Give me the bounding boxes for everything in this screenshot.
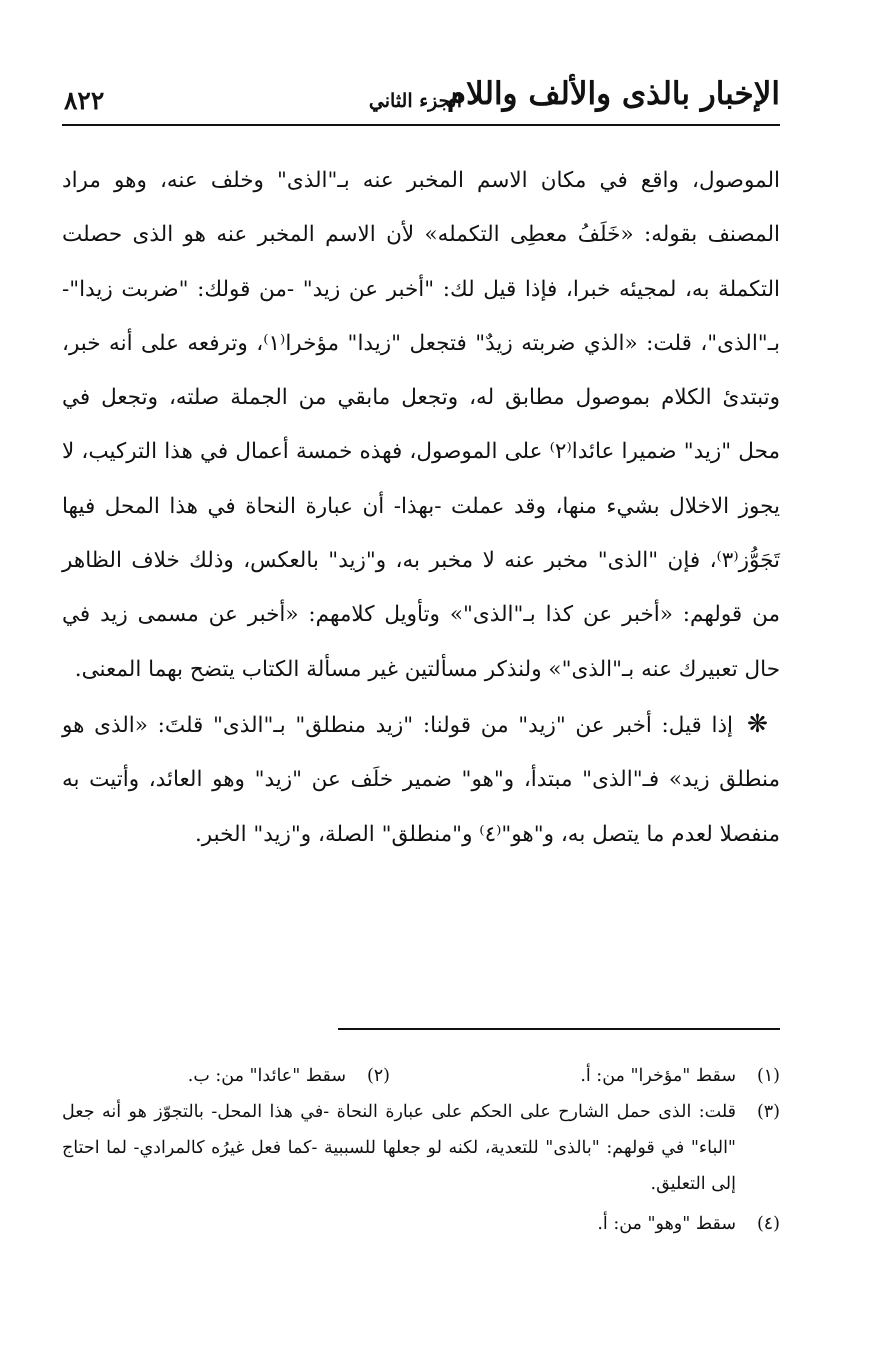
footnote-number: (٤) [756,1214,780,1234]
footnotes [62,1058,780,1242]
footnote-text: سقط "مؤخرا" من: أ. [580,1066,736,1086]
footnote-1 [390,1058,780,1094]
paragraph-2 [62,697,780,862]
paragraph-1: الموصول، واقع في مكان الاسم المخبر عنه بـ"الذى" وخلف عنه، وهو مراد المصنف بقوله: «خَلَفُ معطِى التكمله» لأن الاسم المخبر عنه هو الذى حصلت التكملة به، لمجيئه خبرا، فإذا قيل لك: "أخبر عن زيد" -من قولك: "ضربت زيدا"- بـ"الذى"، قلت: «الذي ضربته زيدٌ" فتجعل "زيدا" مؤخرا⁽١⁾، وترفعه على أنه خبر، وتبتدئ الكلام بموصول مطابق له، وتجعل مابقي من الجملة صلته، وتجعل في محل "زيد" ضميرا عائدا⁽٢⁾ على الموصول، فهذه خمسة أعمال في هذا التركيب، لا يجوز الاخلال بشيء منها، وقد عملت -بهذا- أن عبارة النحاة في هذا المحل فيها تَجَوُّز⁽٣⁾، فإن "الذى" مخبر عنه لا مخبر به، و"زيد" بالعكس، وذلك خلاف الظاهر من قولهم: «أخبر عن كذا بـ"الذى"» وتأويل كلامهم: «أخبر عن مسمى زيد في حال تعبيرك عنه بـ"الذى"» ولنذكر مسألتين غير مسألة الكتاب يتضح بهما المعنى. [62,168,781,682]
page-header [62,74,780,122]
book-page [62,74,780,1334]
footnote-2 [188,1058,390,1094]
footnote-3 [62,1094,780,1202]
chapter-title: الإخبار بالذى والألف واللام [446,76,780,112]
footnote-number: (١) [756,1066,780,1086]
footnote-divider [338,1028,780,1030]
footnote-4 [62,1206,780,1242]
footnote-text: سقط "عائدا" من: ب. [187,1066,346,1086]
footnote-text: قلت: الذى حمل الشارح على الحكم على عبارة النحاة -في هذا المحل- بالتجوّز هو أنه جعل "الباء" في قولهم: "بالذى" للتعدية، لكنه لو جعلها للسببية -كما فعل غيرُه كالمرادي- لما احتاج إلى التعليق. [62,1102,736,1194]
page-number: ٨٢٢ [64,86,105,115]
footnote-number: (٣) [756,1102,780,1122]
part-label: الجزء الثاني [368,90,462,112]
paragraph-2-text: إذا قيل: أخبر عن "زيد" من قولنا: "زيد منطلق" بـ"الذى" قلتَ: «الذى هو منطلق زيد» فـ"الذى" مبتدأ، و"هو" ضمير خلَف عن "زيد" وهو العائد، وأتيت به منفصلا لعدم ما يتصل به، و"هو"⁽٤⁾ و"منطلق" الصلة، و"زيد" الخبر. [62,712,780,847]
footnote-row-1-2 [62,1058,780,1094]
header-divider [62,124,780,126]
star-ornament-icon: ❋ [747,708,768,738]
footnote-text: سقط "وهو" من: أ. [597,1214,736,1234]
footnote-number: (٢) [366,1066,390,1086]
main-text [62,154,780,862]
